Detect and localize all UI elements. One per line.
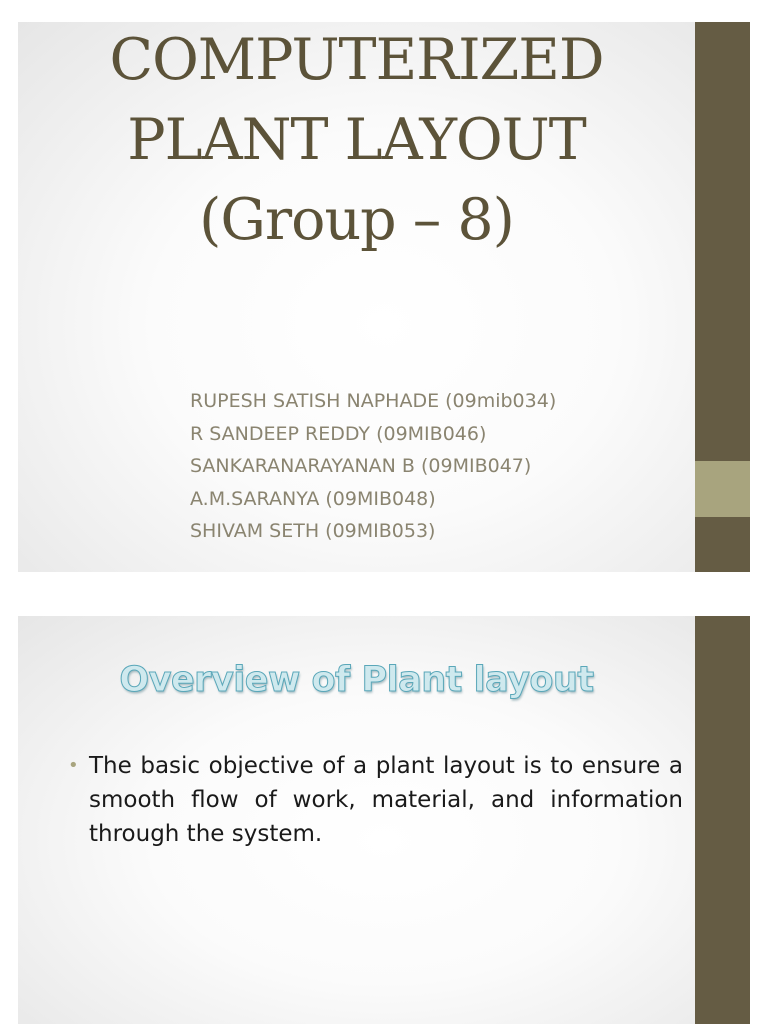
slide-title-line-3: (Group – 8) bbox=[199, 187, 514, 253]
group-member: SANKARANARAYANAN B (09MIB047) bbox=[190, 455, 532, 477]
title-slide bbox=[18, 22, 750, 572]
bullet-text: The basic objective of a plant layout is to ensure a smooth flow of work, material, and information through the system. bbox=[89, 753, 683, 847]
slide-title-line-1: COMPUTERIZED bbox=[109, 27, 604, 93]
slide-title-line-2: PLANT LAYOUT bbox=[127, 107, 586, 173]
side-bar-accent bbox=[695, 461, 750, 517]
group-member: SHIVAM SETH (09MIB053) bbox=[190, 520, 436, 542]
group-member: R SANDEEP REDDY (09MIB046) bbox=[190, 422, 487, 445]
side-bar bbox=[695, 22, 750, 572]
bullet-dot-icon: • bbox=[68, 755, 79, 776]
group-members-list bbox=[190, 385, 556, 548]
overview-slide-title: Overview of Plant layout bbox=[119, 660, 594, 700]
bullet-item bbox=[68, 749, 683, 851]
overview-slide bbox=[18, 616, 750, 1024]
group-member: A.M.SARANYA (09MIB048) bbox=[190, 487, 436, 510]
group-member: RUPESH SATISH NAPHADE (09mib034) bbox=[190, 390, 557, 412]
